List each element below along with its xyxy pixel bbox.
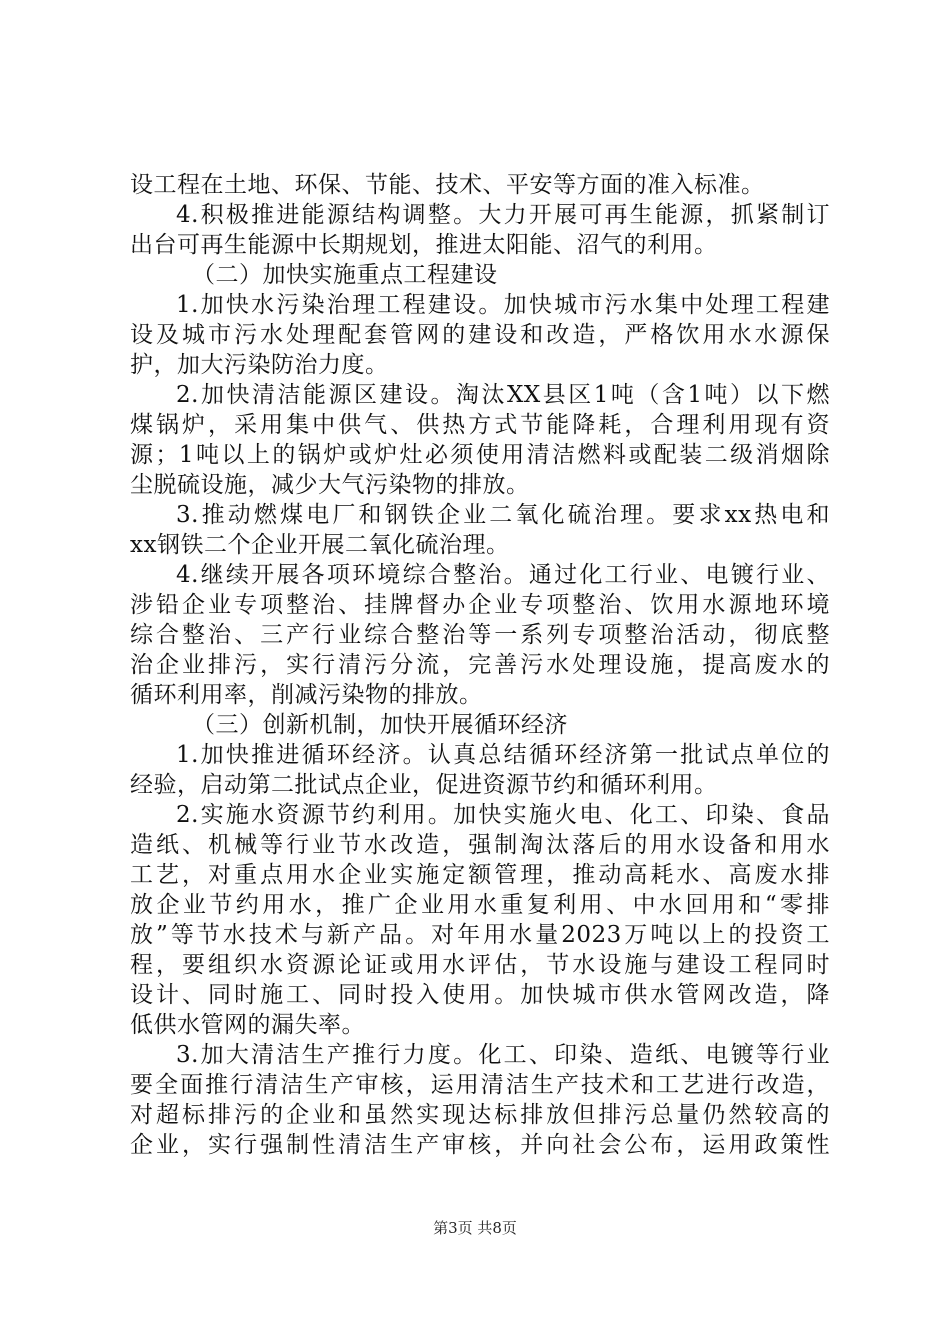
text-line: 设计、同时施工、同时投入使用。加快城市供水管网改造，降	[130, 982, 830, 1008]
text-line: 企业，实行强制性清洁生产审核，并向社会公布，运用政策性	[130, 1132, 830, 1158]
text-line: 设及城市污水处理配套管网的建设和改造，严格饮用水水源保	[130, 322, 830, 348]
document-body	[130, 170, 830, 1160]
text-line: 尘脱硫设施，减少大气污染物的排放。	[130, 472, 530, 498]
text-line: 对超标排污的企业和虽然实现达标排放但排污总量仍然较高的	[130, 1102, 830, 1128]
text-line: 工艺，对重点用水企业实施定额管理，推动高耗水、高废水排	[130, 862, 830, 888]
text-line: 4.积极推进能源结构调整。大力开展可再生能源，抓紧制订	[176, 202, 830, 228]
text-line: 涉铅企业专项整治、挂牌督办企业专项整治、饮用水源地环境	[130, 592, 830, 618]
text-line: 4.继续开展各项环境综合整治。通过化工行业、电镀行业、	[176, 562, 830, 588]
text-line: 治企业排污，实行清污分流，完善污水处理设施，提高废水的	[130, 652, 830, 678]
section-heading: （三）创新机制，加快开展循环经济	[192, 712, 568, 738]
text-line: 源；1吨以上的锅炉或炉灶必须使用清洁燃料或配装二级消烟除	[130, 442, 830, 468]
text-line: 设工程在土地、环保、节能、技术、平安等方面的准入标准。	[130, 172, 765, 198]
section-heading: （二）加快实施重点工程建设	[192, 262, 498, 288]
text-line: 造纸、机械等行业节水改造，强制淘汰落后的用水设备和用水	[130, 832, 830, 858]
text-line: 2.实施水资源节约利用。加快实施火电、化工、印染、食品	[176, 802, 830, 828]
text-line: 1.加快水污染治理工程建设。加快城市污水集中处理工程建	[176, 292, 830, 318]
text-line: 经验，启动第二批试点企业，促进资源节约和循环利用。	[130, 772, 718, 798]
text-line: 1.加快推进循环经济。认真总结循环经济第一批试点单位的	[176, 742, 830, 768]
text-line: 程，要组织水资源论证或用水评估，节水设施与建设工程同时	[130, 952, 830, 978]
text-line: 护，加大污染防治力度。	[130, 352, 389, 378]
text-line: 放企业节约用水，推广企业用水重复利用、中水回用和“零排	[130, 892, 830, 918]
page-footer: 第3页 共8页	[433, 1219, 517, 1237]
text-line: 2.加快清洁能源区建设。淘汰XX县区1吨（含1吨）以下燃	[176, 382, 830, 408]
text-line: 放”等节水技术与新产品。对年用水量2023万吨以上的投资工	[130, 922, 830, 948]
text-line: 出台可再生能源中长期规划，推进太阳能、沼气的利用。	[130, 232, 718, 258]
text-line: 综合整治、三产行业综合整治等一系列专项整治活动，彻底整	[130, 622, 830, 648]
text-line: 3.推动燃煤电厂和钢铁企业二氧化硫治理。要求xx热电和	[176, 502, 830, 528]
text-line: 低供水管网的漏失率。	[130, 1012, 365, 1038]
text-line: 循环利用率，削减污染物的排放。	[130, 682, 483, 708]
text-line: xx钢铁二个企业开展二氧化硫治理。	[130, 532, 510, 558]
text-line: 要全面推行清洁生产审核，运用清洁生产技术和工艺进行改造，	[130, 1072, 830, 1098]
text-line: 煤锅炉，采用集中供气、供热方式节能降耗，合理利用现有资	[130, 412, 830, 438]
text-line: 3.加大清洁生产推行力度。化工、印染、造纸、电镀等行业	[176, 1042, 830, 1068]
